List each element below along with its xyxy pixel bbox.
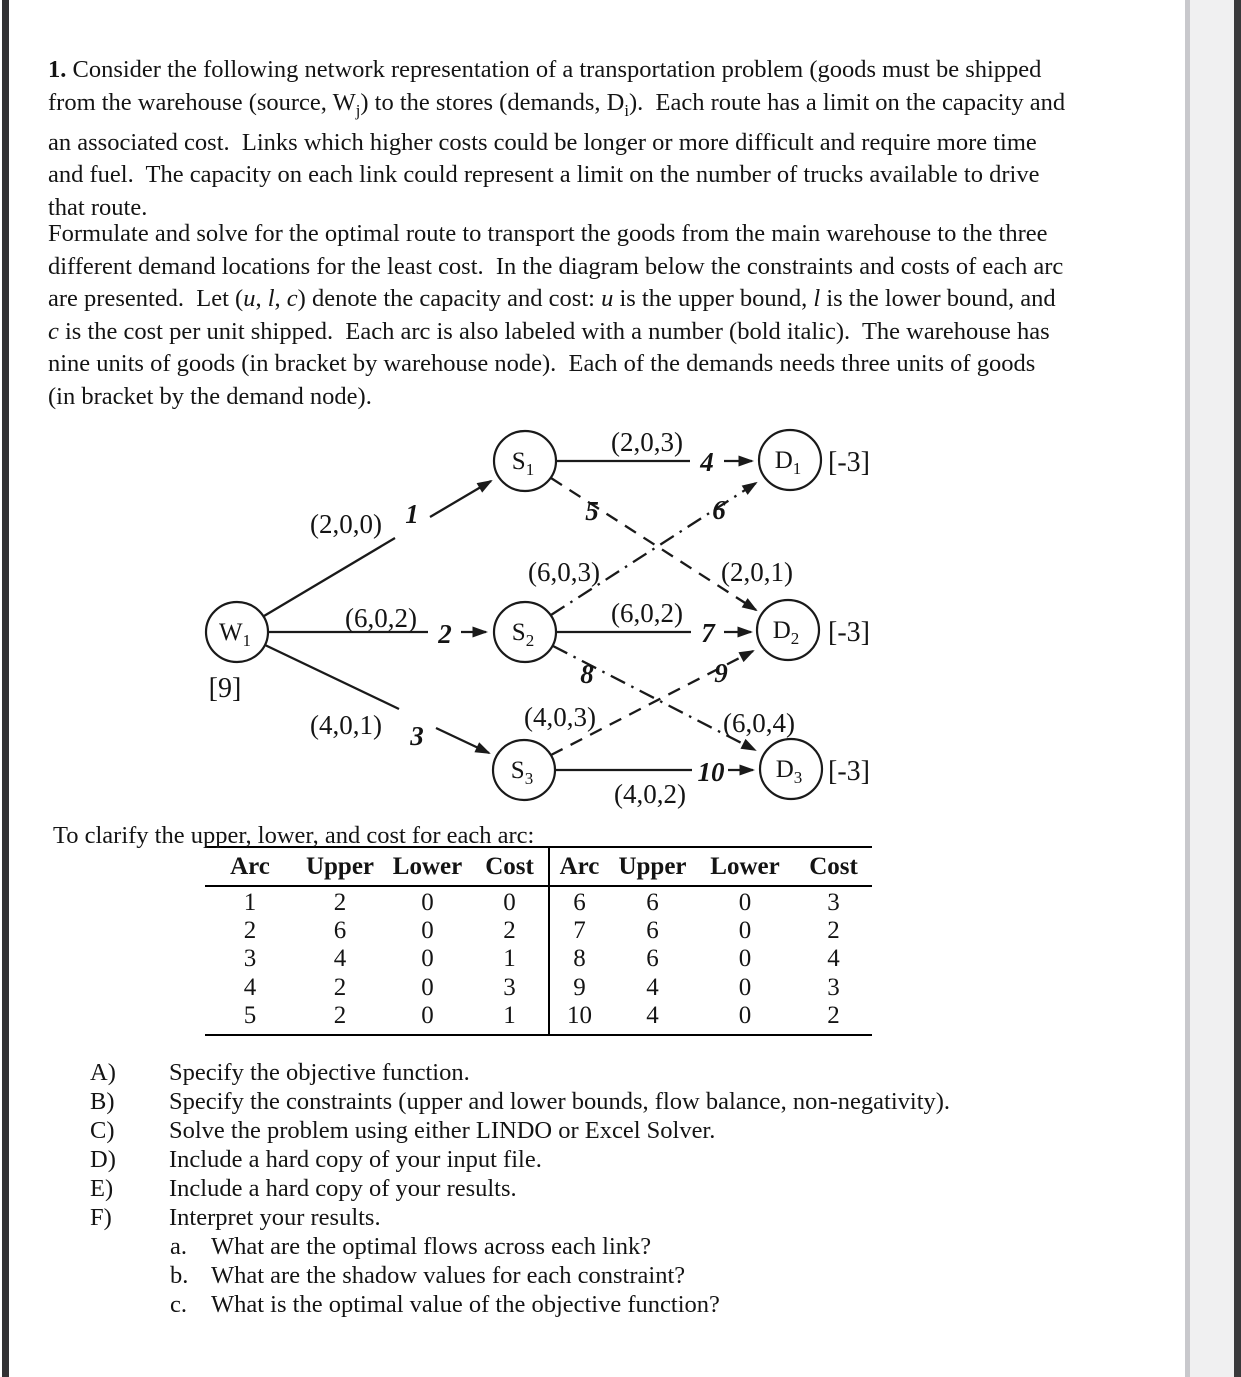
table-cell: 6	[646, 945, 659, 973]
question-item	[90, 1145, 950, 1174]
table-cell: 4	[243, 973, 257, 1001]
question-text: Specify the constraints (upper and lower bounds, flow balance, non-negativity).	[169, 1088, 951, 1115]
text-segment: u	[243, 285, 256, 312]
table-header-cell: Arc	[559, 852, 600, 880]
table-cell: 2	[333, 1001, 347, 1029]
text-segment: l	[267, 285, 275, 312]
arc-2-number: 2	[438, 619, 452, 649]
arc-3-number: 3	[410, 721, 424, 751]
table-cell: 0	[738, 945, 752, 973]
text-segment: ). Each route has a limit on the capacity and an associated cost. Links which higher costs could be longer or more difficult and require more time and fuel. The capacity on each link could represent a limit on the number of trucks available to drive that route.	[48, 88, 1072, 221]
arc-10-label: (4,0,2)	[614, 779, 686, 809]
text-segment: ) denote the capacity and cost:	[297, 285, 602, 312]
table-cell: 2	[243, 917, 257, 945]
arc-10-number: 10	[697, 757, 725, 787]
arc-1-number: 1	[405, 499, 419, 529]
text-segment: j	[355, 100, 361, 120]
demand-label-D3: [-3]	[828, 756, 870, 787]
table-cell: 9	[573, 973, 586, 1001]
arc-3-line-head	[436, 728, 489, 753]
table-cell: 4	[827, 945, 840, 973]
table-header-cell: Upper	[618, 852, 687, 880]
arc-7-label: (6,0,2)	[611, 598, 683, 628]
question-text: What are the shadow values for each constraint?	[211, 1262, 686, 1289]
table-cell: 0	[738, 973, 752, 1001]
arc-6-label: (6,0,3)	[528, 557, 600, 587]
table-cell: 0	[421, 1001, 434, 1029]
text-segment: 1.	[48, 56, 67, 83]
node-D3-label: $D_3$	[775, 756, 803, 787]
node-D1-label: $D_1$	[774, 447, 802, 478]
question-text: Interpret your results.	[169, 1204, 381, 1231]
table-cell: 0	[421, 945, 434, 973]
table-caption: To clarify the upper, lower, and cost for each arc:	[53, 822, 535, 849]
demand-label-D1: [-3]	[828, 447, 870, 478]
node-W1-label: $W_1$	[218, 619, 252, 650]
text-segment: Formulate and solve for the optimal route to transport the goods from the main warehouse to the three different demand locations for the least cost. In the diagram below the constraints and costs of each arc are presented. Let (	[48, 220, 1070, 312]
table-cell: 3	[243, 945, 257, 973]
table-cell: 3	[827, 973, 840, 1001]
table-cell: 0	[421, 973, 434, 1001]
table-center-divider	[548, 848, 550, 1034]
table-cell: 0	[738, 889, 752, 917]
table-header-cell: Lower	[710, 852, 780, 880]
question-text: Specify the objective function.	[169, 1059, 470, 1086]
text-segment: is the cost per unit shipped. Each arc is also labeled with a number (bold italic). The warehouse has nine units of goods (in bracket by warehouse node). Each of the demands needs three units of goods (in bracket by the demand node).	[48, 317, 1056, 410]
table-cell: 2	[333, 889, 347, 917]
supply-label-W1: [9]	[208, 673, 242, 704]
node-S2-label: $S_2$	[511, 619, 535, 650]
question-marker: C)	[90, 1117, 115, 1144]
network-diagram	[0, 410, 1000, 835]
question-marker: B)	[90, 1088, 115, 1115]
question-marker: D)	[90, 1146, 116, 1173]
question-marker: c.	[170, 1291, 187, 1318]
arc-1-line-head	[430, 481, 491, 517]
table-header-cell: Cost	[485, 852, 534, 880]
table-cell: 1	[503, 945, 516, 973]
arc-6-number: 6	[712, 495, 726, 525]
table-cell: 8	[573, 945, 586, 973]
question-text: Solve the problem using either LINDO or Excel Solver.	[169, 1117, 716, 1144]
table-cell: 4	[646, 1001, 659, 1029]
question-item	[90, 1116, 950, 1145]
table-cell: 0	[421, 889, 434, 917]
table-header-cell: Cost	[809, 852, 858, 880]
table-header-cell: Lower	[392, 852, 463, 880]
right-page-edge	[1234, 0, 1241, 1377]
question-item	[90, 1261, 950, 1290]
table-cell: 10	[567, 1001, 592, 1029]
scrollbar-track[interactable]	[1190, 0, 1234, 1377]
node-D2-label: $D_2$	[772, 617, 800, 648]
table-cell: 6	[333, 917, 347, 945]
arc-table-body	[205, 887, 872, 1034]
arc-2-label: (6,0,2)	[345, 603, 417, 633]
formulation-paragraph	[48, 218, 1070, 413]
node-S1-label: $S_1$	[511, 448, 535, 479]
question-item	[90, 1203, 950, 1232]
question-item	[90, 1290, 950, 1319]
arc-3-label: (4,0,1)	[310, 710, 382, 740]
table-cell: 3	[827, 889, 840, 917]
table-cell: 3	[503, 973, 516, 1001]
question-text: Include a hard copy of your input file.	[169, 1146, 542, 1173]
arc-9-number: 9	[714, 658, 728, 688]
arc-7-number: 7	[701, 618, 715, 648]
demand-label-D2: [-3]	[828, 617, 870, 648]
table-header-cell: Arc	[230, 852, 270, 880]
text-segment: is the lower bound, and	[820, 285, 1062, 312]
arc-8-label: (6,0,4)	[723, 708, 795, 738]
table-cell: 2	[827, 1001, 840, 1029]
table-header-cell: Upper	[305, 852, 375, 880]
question-item	[90, 1174, 950, 1203]
table-cell: 2	[503, 917, 516, 945]
question-marker: a.	[170, 1233, 187, 1260]
text-segment: ,	[255, 285, 268, 312]
question-marker: F)	[90, 1204, 112, 1231]
table-cell: 2	[333, 973, 347, 1001]
arc-9-label: (4,0,3)	[524, 702, 596, 732]
arc-3-line	[265, 645, 399, 709]
text-segment: c	[48, 317, 59, 345]
question-item	[90, 1058, 950, 1087]
table-cell: 6	[573, 889, 586, 917]
table-cell: 6	[646, 889, 659, 917]
table-cell: 0	[738, 917, 752, 945]
table-cell: 6	[646, 917, 659, 945]
text-segment: i	[624, 100, 630, 120]
table-cell: 1	[243, 889, 257, 917]
text-segment: ,	[274, 285, 287, 312]
table-cell: 0	[503, 889, 516, 917]
arc-1-label: (2,0,0)	[310, 509, 382, 539]
arc-8-number: 8	[580, 659, 594, 689]
table-cell: 7	[573, 917, 586, 945]
problem-statement-paragraph	[48, 54, 1072, 224]
table-cell: 2	[827, 917, 840, 945]
node-S3-label: $S_3$	[510, 757, 534, 788]
arc-5-label: (2,0,1)	[721, 557, 793, 587]
text-segment: l	[813, 285, 821, 312]
table-cell: 4	[646, 973, 659, 1001]
arc-table-header	[205, 848, 872, 887]
question-text: What are the optimal flows across each link?	[211, 1233, 652, 1260]
text-segment: c	[286, 285, 298, 312]
question-marker: E)	[90, 1175, 114, 1202]
arc-4-number: 4	[700, 447, 714, 477]
text-segment: Consider the following network representation of a transportation problem (goods must be shipped from the warehouse (source, W	[48, 56, 1048, 116]
question-item	[90, 1087, 950, 1116]
table-cell: 0	[738, 1001, 752, 1029]
question-text: Include a hard copy of your results.	[169, 1175, 517, 1202]
question-marker: A)	[90, 1059, 116, 1086]
question-marker: b.	[170, 1262, 189, 1289]
text-segment: is the upper bound,	[613, 285, 814, 312]
question-list	[90, 1058, 950, 1319]
table-cell: 0	[421, 917, 434, 945]
question-item	[90, 1232, 950, 1261]
table-cell: 4	[333, 945, 347, 973]
table-cell: 5	[243, 1001, 257, 1029]
arc-5-number: 5	[585, 496, 599, 526]
table-cell: 1	[503, 1001, 516, 1029]
text-segment: u	[601, 285, 614, 312]
text-segment: ) to the stores (demands, D	[360, 88, 625, 116]
question-text: What is the optimal value of the objective function?	[211, 1291, 720, 1318]
arc-4-label: (2,0,3)	[611, 427, 683, 457]
arc-table	[205, 846, 872, 1036]
